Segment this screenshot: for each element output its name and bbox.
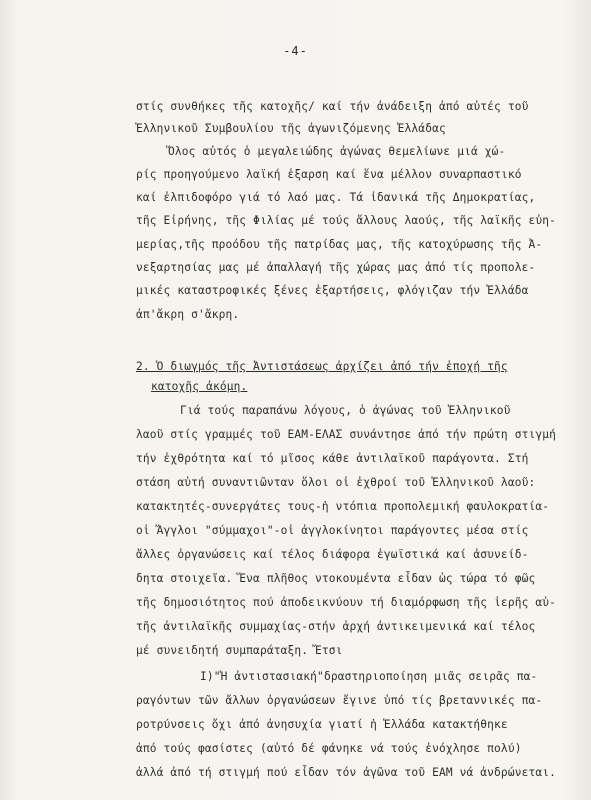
text-line: ἀπό τούς φασίστες (αὐτό δέ φάνηκε νά τούς ἐνόχλησε πολύ) <box>136 742 522 755</box>
text-line: τῆς Εἰρήνης, τῆς Φιλίας μέ τούς ἄλλους λαούς, τῆς λαϊκῆς εὐη- <box>136 214 557 227</box>
text-line: ροτρύνσεις ὄχι ἀπό ἀνησυχία γιατί ἡ Ἑλλάδα κατακτήθηκε <box>136 718 508 731</box>
text-line: ἀπ'ἄκρη σ'ἄκρη. <box>136 308 240 321</box>
section-heading: κατοχῆς ἀκόμη. <box>151 380 248 393</box>
text-line: μικές καταστροφικές ξένες ἐξαρτήσεις, φλόγιζαν τήν Ἑλλάδα <box>136 284 529 297</box>
text-line: νεξαρτησίας μας μέ ἀπαλλαγή τῆς χώρας μας ἀπό τίς προπολε- <box>136 261 536 274</box>
text-line: ραγόντων τῶν ἄλλων ὀργανώσεων ἔγινε ὑπό τίς βρεταννικές πα- <box>136 694 543 707</box>
text-line: Γιά τούς παραπάνω λόγους, ὁ ἀγώνας τοῦ Ἑλληνικοῦ <box>180 404 511 417</box>
text-line: Ὅλος αὐτός ὁ μεγαλειώδης ἀγώνας θεμελίωνε μιά χώ- <box>168 145 506 158</box>
text-line: καί ἐλπιδοφόρο γιά τό λαό μας. Τά ἰδανικά τῆς Δημοκρατίας, <box>136 191 536 204</box>
text-line: λαοῦ στίς γραμμές τοῦ ΕΑΜ-ΕΛΑΣ συνάντησε ἀπό τήν πρώτη στιγμή <box>136 428 557 441</box>
text-line: κατακτητές-συνεργάτες τους-ἡ ντόπια προπολεμική φαυλοκρατία- <box>136 500 550 513</box>
text-line: στάση αὐτή συναντιῶνταν ὅλοι οἱ ἐχθροί τοῦ Ἑλληνικοῦ λαοῦ: <box>136 476 536 489</box>
text-line: I)"Ἡ ἀντιστασιακή"δραστηριοποίηση μιᾶς σειρᾶς πα- <box>200 670 538 683</box>
text-line: οἱ Ἄγγλοι "σύμμαχοι"-οἱ ἀγγλοκίνητοι παράγοντες μέσα στίς <box>136 524 529 537</box>
text-line: ἀλλά ἀπό τή στιγμή πού εἶδαν τόν ἀγῶνα τοῦ ΕΑΜ νά ἀνδρώνεται. <box>136 766 557 779</box>
section-heading: 2. Ὁ διωγμός τῆς Ἀντιστάσεως ἀρχίζει ἀπό τήν ἐποχή τῆς <box>136 360 508 373</box>
page-number: -4- <box>283 44 308 58</box>
text-line: ρίς προηγούμενο λαϊκή ἐξαρση καί ἕνα μέλλον συναρπαστικό <box>136 168 522 181</box>
text-line: τήν ἐχθρότητα καί τό μῖσος κάθε ἀντιλαϊκοῦ παράγοντα. Στή <box>136 452 529 465</box>
text-line: μερίας,τῆς προόδου τῆς πατρίδας μας, τῆς κατοχύρωσης τῆς Ἀ- <box>136 238 543 251</box>
text-line: τῆς δημοσιότητος πού ἀποδεικνύουν τή διαμόρφωση τῆς ἱερῆς αὐ- <box>136 596 557 609</box>
text-line: ἄλλες ὀργανώσεις καί τέλος διάφορα ἐγωϊστικά καί ἀσυνείδ- <box>136 548 529 561</box>
text-line: στίς συνθήκες τῆς κατοχῆς/ καί τήν ἀνάδειξη ἀπό αὐτές τοῦ <box>136 100 529 113</box>
text-line: τῆς ἀντιλαϊκῆς συμμαχίας-στήν ἀρχή ἀντικειμενικά καί τέλος <box>136 620 536 633</box>
text-line: Ἑλληνικοῦ Συμβουλίου τῆς ἀγωνιζόμενης Ἑλλάδας <box>136 122 446 135</box>
text-line: δητα στοιχεῖα. Ἕνα πλῆθος ντοκουμέντα εἶδαν ὡς τώρα τό φῶς <box>136 572 536 585</box>
text-line: μέ συνειδητή συμπαράταξη. Ἔτσι <box>136 644 343 657</box>
